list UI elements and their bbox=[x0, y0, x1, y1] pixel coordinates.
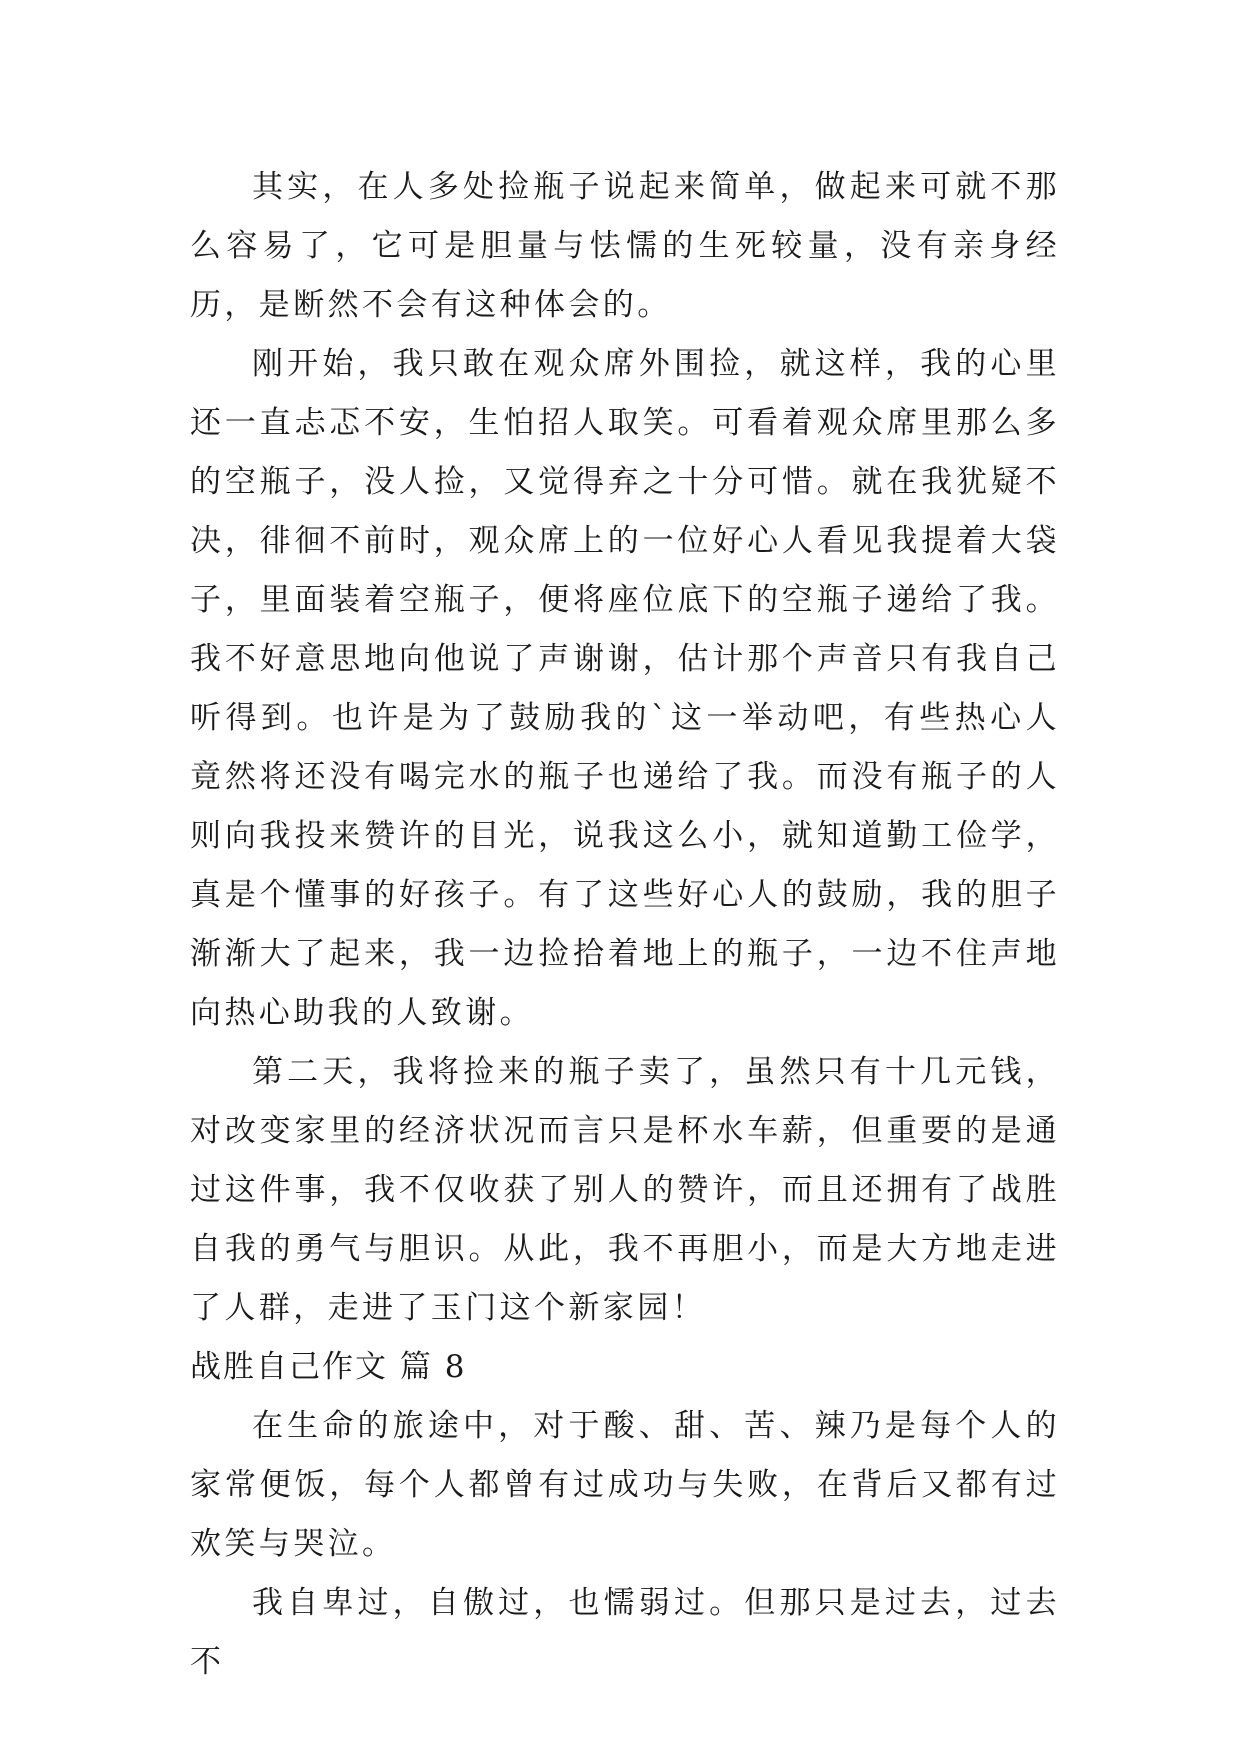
paragraph-next-day: 第二天，我将捡来的瓶子卖了，虽然只有十几元钱，对改变家里的经济状况而言只是杯水车薪，但重要的是通过这件事，我不仅收获了别人的赞许，而且还拥有了战胜自我的勇气与胆识。从此，我不再胆小，而是大方地走进了人群，走进了玉门这个新家园！ bbox=[190, 1054, 1060, 1326]
paragraph-journey-of-life: 在生命的旅途中，对于酸、甜、苦、辣乃是每个人的家常便饭，每个人都曾有过成功与失败，在背后又都有过欢笑与哭泣。 bbox=[190, 1408, 1060, 1562]
paragraph-collecting-bottles: 刚开始，我只敢在观众席外围捡，就这样，我的心里还一直忐忑不安，生怕招人取笑。可看着观众席里那么多的空瓶子，没人捡，又觉得弃之十分可惜。就在我犹疑不决，徘徊不前时，观众席上的一位好心人看见我提着大袋子，里面装着空瓶子，便将座位底下的空瓶子递给了我。我不好意思地向他说了声谢谢，估计那个声音只有我自己听得到。也许是为了鼓励我的`这一举动吧，有些热心人竟然将还没有喝完水的瓶子也递给了我。而没有瓶子的人则向我投来赞许的目光，说我这么小，就知道勤工俭学，真是个懂事的好孩子。有了这些好心人的鼓励，我的胆子渐渐大了起来，我一边捡拾着地上的瓶子，一边不住声地向热心助我的人致谢。 bbox=[190, 346, 1060, 1031]
paragraph-self-reflection: 我自卑过，自傲过，也懦弱过。但那只是过去，过去不 bbox=[190, 1585, 1060, 1680]
paragraph-courage: 其实，在人多处捡瓶子说起来简单，做起来可就不那么容易了，它可是胆量与怯懦的生死较量，没有亲身经历，是断然不会有这种体会的。 bbox=[190, 169, 1060, 323]
document-body bbox=[190, 158, 1060, 1692]
section-heading: 战胜自己作文 篇 8 bbox=[190, 1349, 467, 1385]
